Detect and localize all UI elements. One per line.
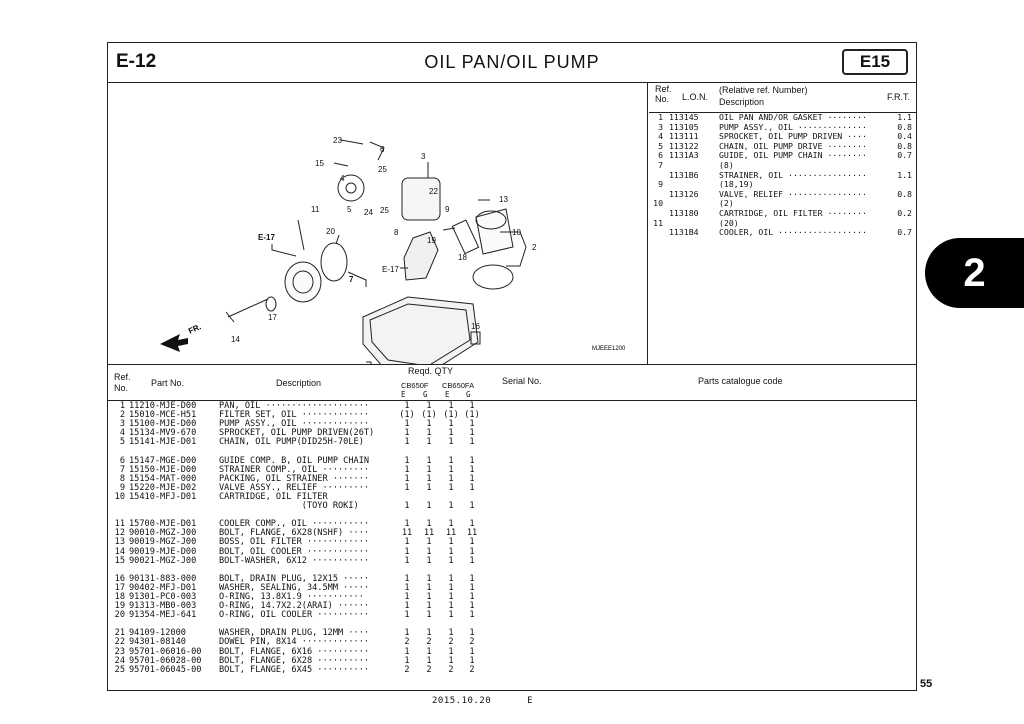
qty-cell: 1 [426,646,432,657]
qty-cell: 1 [404,455,410,466]
description-cell: WASHER, DRAIN PLUG, 12MM ···· [219,628,370,639]
callout: 25 [380,206,389,215]
qty-cell: 1 [469,601,475,612]
qty-cell: 1 [404,546,410,557]
qty-cell: 1 [404,646,410,657]
table-row [108,611,916,620]
callout: 13 [499,195,508,204]
lon-cell: 113180 [669,207,699,218]
description-cell: BOLT, FLANGE, 6X28(NSHF) ···· [219,528,370,539]
footer-date: 2015.10.20 [432,696,492,706]
callout: 22 [429,187,438,196]
qty-cell: 1 [469,437,475,448]
part-no-cell: 95701-06045-00 [129,664,202,675]
page-header [108,43,916,83]
qty-cell: (1) [464,410,480,421]
ref-table-header [649,82,916,113]
qty-cell: 1 [469,628,475,639]
diagram-svg [108,82,646,364]
ref-no-cell: 8 [119,473,125,484]
oil-cooler-drawing [285,262,321,302]
qty-cell: 1 [404,428,410,439]
qty-cell: 1 [404,582,410,593]
frt-cell: 0.7 [897,227,912,238]
part-no-cell: 11210-MJE-D00 [129,401,197,411]
desc-cell: PUMP ASSY., OIL ·············· [719,121,867,132]
desc-cell: CHAIN, OIL PUMP DRIVE ········ [719,140,867,151]
description-cell: SPROCKET, OIL PUMP DRIVEN(26T) [219,428,375,439]
description-cell: BOSS, OIL FILTER ············ [219,537,370,548]
sub-e-2: E [445,390,450,399]
lon-header: L.O.N. [682,92,709,102]
qty-cell: 1 [469,464,475,475]
lon-cell: 113145 [669,112,699,122]
ref-cell: 11 [653,217,663,228]
upper-section [108,82,916,365]
desc-cell: VALVE, RELIEF ················ [719,188,867,199]
qty-cell: 1 [448,482,454,493]
table-row [108,438,916,447]
desc-cell: OIL PAN AND/OR GASKET ········ [719,112,867,122]
image-code: MJEEE1200 [592,346,626,352]
qty-cell: 1 [469,546,475,557]
lon-cell: 1131B6 [669,169,699,180]
page-frame [107,42,917,691]
ref-no-cell: 6 [119,455,125,466]
description-cell: FILTER SET, OIL ············· [219,410,370,421]
frt-cell: 0.4 [897,131,912,142]
qty-cell: 1 [426,537,432,548]
callout: 7 [349,275,354,284]
callout: 10 [512,228,521,237]
ref-table-row [649,190,916,200]
qty-cell: 1 [426,437,432,448]
qty-cell: 11 [423,528,435,539]
qty-cell: 1 [404,473,410,484]
part-no-cell: 95701-06028-00 [129,655,202,666]
callout: 23 [333,136,342,145]
qty-cell: 1 [469,610,475,621]
desc-cell: SPROCKET, OIL PUMP DRIVEN ···· [719,131,867,142]
ref-no-cell: 16 [114,573,125,584]
qty-cell: 1 [448,464,454,475]
sub-g-2: G [466,390,471,399]
parts-table-body [108,402,916,675]
ref-table-row [649,228,916,238]
callout: 6 [380,145,385,154]
lon-cell: 113122 [669,140,699,151]
qty-cell: 1 [426,419,432,430]
part-no-cell: 15220-MJE-D02 [129,482,197,493]
qty-cell: 1 [426,573,432,584]
part-no-cell: 90010-MGZ-J00 [129,528,197,539]
description-cell: BOLT, OIL COOLER ············ [219,546,370,557]
qty-cell: 1 [404,501,410,512]
qty-cell: 1 [404,601,410,612]
callout: 20 [326,227,335,236]
qty-cell: 1 [448,655,454,666]
parts-table-header [108,364,916,401]
qty-cell: 2 [448,664,454,675]
frt-cell: 1.1 [897,169,912,180]
ref-no-cell: 18 [114,591,125,602]
lon-cell: 113126 [669,188,699,199]
ref-no-cell: 25 [114,664,125,675]
part-no-cell: 90019-MGZ-J00 [129,537,197,548]
description-cell: BOLT, FLANGE, 6X28 ·········· [219,655,370,666]
qty-cell: 1 [448,437,454,448]
ref-no-cell: 2 [119,410,125,421]
qty-cell: 1 [448,473,454,484]
serial-no-header: Serial No. [502,376,542,386]
description-cell: CHAIN, OIL PUMP(DID25H-70LE) [219,437,364,448]
part-no-cell: 91313-MB0-003 [129,601,197,612]
callout: 14 [231,335,240,344]
qty-cell: 1 [469,655,475,666]
part-no-cell: 15141-MJE-D01 [129,437,197,448]
ref-no-cell: 4 [119,428,125,439]
qty-cell: 1 [448,537,454,548]
description-cell: GUIDE COMP. B, OIL PUMP CHAIN [219,455,370,466]
qty-cell: 1 [448,555,454,566]
callout: 5 [347,205,352,214]
ref-cell: 9 [658,179,663,190]
description-cell: BOLT, FLANGE, 6X45 ·········· [219,664,370,675]
part-no-cell: 90131-883-000 [129,573,197,584]
qty-cell: 11 [466,528,478,539]
qty-cell: (1) [399,410,415,421]
qty-cell: 1 [448,610,454,621]
desc-cell: STRAINER, OIL ················ [719,169,867,180]
qty-cell: 1 [448,455,454,466]
qty-cell: 1 [448,519,454,530]
description-cell: O-RING, 14.7X2.2(ARAI) ······ [219,601,370,612]
callout: 8 [394,228,399,237]
frt-cell: 0.2 [897,207,912,218]
callout: 11 [311,205,320,214]
section-badge: E15 [842,49,908,75]
exploded-diagram [108,82,648,364]
lon-cell: 1131A3 [669,150,699,161]
ref-cell: 4 [658,131,663,142]
callout: 9 [445,205,450,214]
ref-no-cell: 24 [114,655,125,666]
description-cell: O-RING, OIL COOLER ·········· [219,610,370,621]
qty-cell: 1 [426,482,432,493]
washer-drawing [266,297,276,311]
lon-cell: 113105 [669,121,699,132]
ref-no-header: Ref. No. [114,372,131,393]
ref-no-cell: 21 [114,628,125,639]
callout: E-17 [382,265,399,274]
ref-no-cell: 19 [114,601,125,612]
qty-cell: 11 [401,528,413,539]
lon-cell: 1131B4 [669,227,699,238]
qty-cell: 1 [404,437,410,448]
ref-no-cell: 10 [114,491,125,502]
callout: 15 [315,159,324,168]
desc-cell: (8) [719,159,734,170]
qty-cell: 11 [445,528,457,539]
qty-cell: 1 [404,482,410,493]
description-cell: BOLT, DRAIN PLUG, 12X15 ····· [219,573,370,584]
description-header: Description [276,378,322,388]
ref-cell: 6 [658,150,663,161]
qty-cell: 1 [426,401,432,411]
desc-cell: (2) [719,198,734,209]
qty-cell: 2 [404,637,410,648]
qty-cell: 1 [448,401,454,411]
oil-pan-drawing [363,297,478,364]
qty-cell: 1 [426,455,432,466]
qty-cell: 2 [448,637,454,648]
qty-cell: 1 [448,591,454,602]
ref-no-cell: 14 [114,546,125,557]
description-cell: PUMP ASSY., OIL ············· [219,419,370,430]
part-no-cell: 15100-MJE-D00 [129,419,197,430]
footer-code: E [527,696,534,706]
ref-cell: 3 [658,121,663,132]
part-no-cell: 15134-MV9-670 [129,428,197,439]
qty-cell: 1 [426,582,432,593]
qty-cell: 1 [426,473,432,484]
qty-cell: 1 [448,628,454,639]
qty-cell: 1 [404,591,410,602]
qty-cell: 1 [404,537,410,548]
qty-cell: 1 [448,546,454,557]
description-cell: VALVE ASSY., RELIEF ········· [219,482,370,493]
filter-boss-drawing [473,265,513,289]
qty-cell: (1) [443,410,459,421]
callout: 3 [421,152,426,161]
qty-cell: 1 [426,464,432,475]
fr-label: FR. [187,322,203,336]
cooler-bolt-drawing [226,299,268,322]
qty-cell: 1 [404,464,410,475]
ref-cell: 7 [658,159,663,170]
part-no-cell: 94109-12000 [129,628,186,639]
ref-no-cell: 7 [119,464,125,475]
description-cell: DOWEL PIN, 8X14 ············· [219,637,370,648]
ref-no-cell: 23 [114,646,125,657]
qty-cell: 1 [448,501,454,512]
qty-cell: 1 [404,419,410,430]
page-number: 55 [920,678,933,690]
qty-cell: 2 [426,664,432,675]
qty-cell: 1 [404,519,410,530]
qty-cell: 1 [404,610,410,621]
chapter-tab: 2 [925,238,1024,308]
oil-pump-drawing [402,178,440,220]
model-cb650fa: CB650FA [442,381,475,390]
qty-cell: 1 [448,428,454,439]
fr-arrow-icon [160,334,188,352]
callout: 2 [532,243,537,252]
ref-no-cell: 15 [114,555,125,566]
qty-cell: 2 [469,664,475,675]
qty-cell: 1 [448,601,454,612]
qty-cell: 1 [469,573,475,584]
qty-cell: 1 [469,646,475,657]
ref-no-cell: 13 [114,537,125,548]
callout: 4 [340,174,345,183]
qty-cell: 1 [469,455,475,466]
page-title: OIL PAN/OIL PUMP [424,52,600,72]
ref-table-row [649,151,916,161]
qty-cell: 1 [426,655,432,666]
ref-table-row [649,171,916,181]
qty-cell: 1 [469,419,475,430]
ref-cell: 5 [658,140,663,151]
part-no-cell: 15410-MFJ-D01 [129,491,197,502]
callout: 16 [471,322,480,331]
ref-cell: 10 [653,198,663,209]
reqd-qty-header: Reqd. QTY [408,366,454,376]
qty-cell: 1 [404,555,410,566]
qty-cell: 1 [404,655,410,666]
table-row [108,557,916,566]
frt-cell: 0.7 [897,150,912,161]
ref-header: Ref. No. [655,84,672,104]
ref-no-cell: 3 [119,419,125,430]
description-cell: PACKING, OIL STRAINER ······· [219,473,370,484]
qty-cell: 1 [426,601,432,612]
qty-cell: 1 [448,582,454,593]
footer [432,696,533,706]
qty-cell: 1 [469,555,475,566]
qty-cell: 1 [426,501,432,512]
qty-cell: 1 [469,473,475,484]
qty-cell: (1) [421,410,437,421]
qty-cell: 2 [426,637,432,648]
qty-cell: 1 [404,628,410,639]
ref-no-cell: 17 [114,582,125,593]
desc-cell: (20) [719,217,739,228]
desc-cell: CARTRIDGE, OIL FILTER ········ [719,207,867,218]
description-cell: COOLER COMP., OIL ··········· [219,519,370,530]
section-code: E-12 [116,51,157,72]
qty-cell: 1 [426,610,432,621]
callout: 19 [427,236,436,245]
qty-cell: 1 [426,428,432,439]
qty-cell: 1 [448,419,454,430]
qty-cell: 1 [469,428,475,439]
part-no-cell: 15147-MGE-D00 [129,455,197,466]
callout: 25 [378,165,387,174]
ref-no-cell: 12 [114,528,125,539]
model-cb650f: CB650F [401,381,429,390]
sub-g-1: G [423,390,428,399]
callout: E-17 [258,233,275,242]
lon-cell: 113111 [669,131,699,142]
qty-cell: 1 [426,546,432,557]
frt-header: F.R.T. [886,92,910,102]
qty-cell: 1 [404,573,410,584]
ref-no-cell: 11 [114,519,125,530]
qty-cell: 1 [469,501,475,512]
callout: 17 [268,313,277,322]
callout: 18 [458,253,467,262]
desc-cell: GUIDE, OIL PUMP CHAIN ········ [719,150,867,161]
desc-cell: COOLER, OIL ·················· [719,227,867,238]
ref-no-cell: 20 [114,610,125,621]
part-no-cell: 95701-06016-00 [129,646,202,657]
qty-cell: 2 [404,664,410,675]
description-cell: WASHER, SEALING, 34.5MM ····· [219,582,370,593]
qty-cell: 1 [469,582,475,593]
part-no-cell: 91301-PC0-003 [129,591,197,602]
frt-cell: 1.1 [897,112,912,122]
part-no-cell: 91354-MEJ-641 [129,610,197,621]
relief-valve-drawing [452,220,478,254]
qty-cell: 1 [404,401,410,411]
qty-cell: 1 [469,519,475,530]
table-row [108,502,916,511]
part-no-cell: 90019-MJE-D00 [129,546,197,557]
description-cell: BOLT, FLANGE, 6X16 ·········· [219,646,370,657]
ref-no-cell: 9 [119,482,125,493]
description-cell: (TOYO ROKI) [219,501,359,512]
table-row [108,666,916,675]
qty-cell: 1 [469,591,475,602]
qty-cell: 1 [469,537,475,548]
ref-table-row [649,209,916,219]
qty-cell: 2 [469,637,475,648]
description-cell: STRAINER COMP., OIL ········· [219,464,370,475]
ref-cell: 1 [658,112,663,122]
description-cell: CARTRIDGE, OIL FILTER [219,491,328,502]
part-no-cell: 90402-MFJ-D01 [129,582,197,593]
qty-cell: 1 [426,555,432,566]
part-no-cell: 15700-MJE-D01 [129,519,197,530]
o-ring-drawing [321,243,347,281]
qty-cell: 1 [426,591,432,602]
frt-cell: 0.8 [897,188,912,199]
part-no-header: Part No. [151,378,185,388]
ref-no-cell: 1 [119,401,125,411]
description-cell: PAN, OIL ···················· [219,401,370,411]
ref-table-body [649,113,916,238]
sub-e-1: E [401,390,406,399]
description-cell: O-RING, 13.8X1.9 ··········· [219,591,364,602]
frt-cell: 0.8 [897,140,912,151]
description-cell: BOLT-WASHER, 6X12 ··········· [219,555,370,566]
callout: 24 [364,208,373,217]
qty-cell: 1 [426,628,432,639]
ref-no-cell: 5 [119,437,125,448]
catalogue-code-header: Parts catalogue code [698,376,783,386]
qty-cell: 1 [448,573,454,584]
qty-cell: 1 [469,401,475,411]
part-no-cell: 90021-MGZ-J00 [129,555,197,566]
ref-no-cell: 22 [114,637,125,648]
part-no-cell: 15010-MCE-H51 [129,410,197,421]
desc-cell: (18,19) [719,179,754,190]
qty-cell: 1 [469,482,475,493]
desc-header: (Relative ref. Number) Description [719,85,808,107]
qty-cell: 1 [448,646,454,657]
part-no-cell: 15154-MAT-000 [129,473,197,484]
qty-cell: 1 [426,519,432,530]
frt-cell: 0.8 [897,121,912,132]
part-no-cell: 15150-MJE-D00 [129,464,197,475]
part-no-cell: 94301-08140 [129,637,186,648]
